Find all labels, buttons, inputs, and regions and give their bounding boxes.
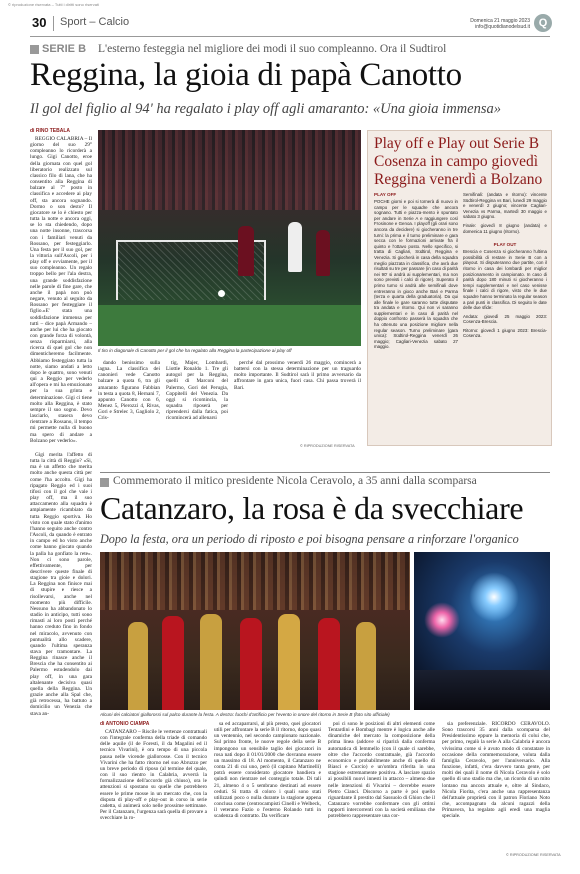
stadium-silhouette <box>414 670 550 710</box>
issue-date: Domenica 21 maggio 2023 <box>470 18 530 24</box>
crowd-stand <box>98 130 361 210</box>
playoff-text: POCHE giorni e poi si tornerà di nuovo in campo per le squadre che ancora sognano. Tutti e piazza-mento è spuntato per andare in Serie A e raggiungere così Frosinone e Genoa. I playoff (gli orari sono ancora da decidere) si giocheranno in tre turni: la prima e il turno preliminare e gara secca con le formazioni arrivate fra il quinto e l'ottavo posto. Nello specifico, si tratta di Cagliari, Südtirol, Reggina e Venezia. Si giocherà in casa della squadra meglio piazzata in classifica, che avrà due risultati su tre per passare (in caso di parità nei 90' si andrà ai supplementari, ma non sono previsti i calci di rigore). Superato il primo turno si andrà alle semifinali dove entreranno in gioco anche Bari e Parma (terza e quarta della graduatoria). Da qui alle finale le gare saranno tutte disputate tra andata e ritorno. Qui non vi saranno supplementari e in caso di parità nel doppio confronto passerà la squadra che ha ottenuto una posizione migliore nella regular season. Turno preliminare (gara unica): Südtirol-Reggina venerdì 26 maggio; Cagliari-Venezia sabato 27 maggio. <box>374 199 458 350</box>
player-figure <box>240 618 262 710</box>
article1-column-4: tig, Majer, Lombardi, Liottie Ronaldo 1. Tre gli autogol per la Reggina, quelli di Marconi del Palermo, Gori del Perugia, Coppitelli del Venezia. Da oggi si ricomincia, la squadra riposerà per riprendersi dalla fatica, poi ricomincerà ad allenarsi <box>166 360 228 422</box>
goal-photo <box>98 130 361 346</box>
kicker-square <box>30 45 39 54</box>
crowd-background <box>100 552 410 610</box>
section-title: Sport – Calcio <box>60 16 130 28</box>
player-figure <box>288 222 302 272</box>
firework-burst <box>469 572 519 622</box>
kicker-square <box>100 478 109 487</box>
article2-subtitle: Dopo la festa, ora un periodo di riposto e poi bisogna pensare a rinforzare l'organico <box>100 532 519 546</box>
article1-byline: di RINO TEBALA <box>30 128 70 134</box>
goal-photo-caption: Il tiro in diagonale di Canotto per il gol che ha regalato alla Reggina la partecipazione ai play off <box>98 348 292 353</box>
article2-title: Catanzaro, la rosa è da svecchiare <box>100 490 524 526</box>
header-rule <box>30 36 550 37</box>
ritorno-text: Ritorno: giovedì 1 giugno 2023: Brescia-Cosenza. <box>463 327 547 339</box>
sidebar-col-right <box>463 192 547 439</box>
article2-kicker: Commemorato il mitico presidente Nicola Ceravolo, a 35 anni dalla scomparsa <box>113 475 477 487</box>
pitch <box>98 305 361 346</box>
header-meta <box>470 18 530 30</box>
team-photo-caption: Alcuni dei calciatori giallorossi sul palco durante la festa. A destra: fuochi d'artificio per l'evento in onore del ritorno in Serie B (foto sito ufficiale) <box>100 712 390 717</box>
article2-column-1: CATANZARO – Riscile le vertenze contrattuali con l'integrale conferma della triade di comando delle aquile (il de Foresti, il da Magalini ed il tecnico Vivarini), è ora tempo di una piccola pausa nelle vicende giallorosse. Con il tecnico Vivarini che ha fatto ritorno nel suo Abruzzo per un breve periodo di riposo (al termine del quale, con il suo rientro in Calabria, avverrà la formalizzazione dell'accordo già chiuso), ora le attenzioni si spostano su quelle che potrebbero essere le prime mosse in un mercato che, con la disputa di play-off e play-out in corso in serie cadetta, si animerà solo nelle prossime settimane. Per il Catanzaro, l'urgenza sarà quella di provare a svecchiare la ro- <box>100 729 207 822</box>
player-figure <box>316 230 330 276</box>
article1-signoff: © RIPRODUZIONE RISERVATA <box>300 444 355 448</box>
ball <box>218 290 225 297</box>
newspaper-logo: Q <box>534 14 552 32</box>
finals-text: Finale: giovedì 8 giugno (andata) e domenica 11 giugno (ritorno). <box>463 222 547 234</box>
article1-column-2: Gigi merita l'affetto di tutta la città di Reggio? «Si, ma è un affetto che merita molto anche questa città per come l'ha accolto. Gigi ha ripagato Reggio ed i suoi tifosi con il gol che vale i play off, ma il suo attaccamento alla squadra è ampiamente ricambiato da tutta Reggio sportiva. Ho visto con quale stato d'animo l'hanno seguito anche contro l'Ascoli, da quando è entrato in campo ed ho visto anche come hanno giocato quando la palla ha gonfiato la rete». Non ci sono parole, effettivamente, per descrivere queste finale di stagione tra gioie e dolori. La Reggina non finisce mai di stupire e riesce a risollevarsi, anche nel momento più difficile. Nessuno ha abbandonato lo stadio in anticipo, tutti sono rimasti ai loro posti perché hanno creduto fino in fondo nel miracolo, avvenuto con puntualità allo scadere, quando l'ultima speranza stava per tramontare. La Reggina rinasce anche il Brescia che ha consentito ai Palermo estudendolo dai play off, in una gara altalenante decisiva quasi quella della Reggina. Un grazie anche alla Spal che, già retrocessa, ha battuto a domicilio un Venezia che stava an- <box>30 452 92 717</box>
article2-top-rule <box>100 472 550 473</box>
article1-kicker-row <box>30 43 550 57</box>
playoff-heading: PLAY OFF <box>374 192 397 197</box>
article2-column-3: poi ci sono le posizioni di altri elementi come Tentardini e Bombagi mentre è logica anche alle dinamiche del mercato la composizione della prima linea (addove si riparirà dalla conferma automatica di Iemmello (con il quale ci sarebbe, oltre che l'accordo contrattuale, già l'accordo economico e probabilmente anche di quello di Biasci e Curcio) e un'ombra riferita in una stagione estremamente positiva. A lasciare spazio ai possibili nuovi innesti in attacco – almeno due nelle intenzioni di Vivarini – dovrebbe essere Pietro Cianci. Discorso a parte è poi quello riguardante il prestito dal Sassuolo di Ghion che il Catanzaro vorrebbe confermare con gli ottimi rapporti intercorrenti con la società emiliana che potrebbero rappresentare una cor- <box>328 721 435 820</box>
team-stage-photo <box>100 552 410 710</box>
article2-column-2: sa ed accaparrarsi, al più presto, quei giocatori utili per affrontare la serie B il ritorno, dopo quasi un ventennio, nel secondo campionato nazionale. Sul primo fronte, le nuove regole della serie B impongono un sensibile taglio dei giocatori in rosa nati dopo il 01/01/2000 che dovranno essere un massimo di 18. Al momento, il Catanzaro ne conta 21 di cui uno, però (il capitano Martinelli) potrà essere considerato giocatore bandiera e quindi non rientrare nel conteggio totale. Di tali 21, almeno 4 o 5 sembrano destinati ad essere ceduti. Si tratta di coloro i quali sono stati utilizzati poco o nulla durante la stagione appena conclusa come (centrocampisti Cinelli e Welbeck, il veterano Fazio o l'esterno Rolando tutti in scadenza di contratto. Da verificare <box>214 721 321 820</box>
copyright-notice: © riproduzione riservata – Tutti i diritti sono riservati <box>8 2 99 7</box>
article2-signoff: © RIPRODUZIONE RISERVATA <box>506 853 561 857</box>
playout-heading: PLAY OUT <box>493 242 517 248</box>
player-figure <box>200 614 222 710</box>
header-divider <box>53 16 54 31</box>
article1-subtitle: Il gol del figlio al 94' ha regalato i play off agli amaranto: «Una gioia immensa» <box>30 101 501 117</box>
player-figure <box>128 622 148 710</box>
article1-column-5: perché dal prossimo venerdì 26 maggio, comincerà a battersi con la stessa determinazione per un traguardo molto importante. Il Sudtirol sarà il primo avversario da affrontare in gara unica, fuori casa. Chi passa troverà il Bari. <box>234 360 361 391</box>
firework-burst <box>424 602 460 638</box>
sidebar-title: Play off e Play out Serie B Cosenza in campo giovedì Reggina venerdì a Bolzano <box>374 135 543 188</box>
article1-title: Reggina, la gioia di papà Canotto <box>30 57 462 93</box>
semifinals-text: Semifinali: (andata e ritorno): vincente Südtirol-Reggina vs Bari, lunedì 29 maggio e venerdì 2 giugno; vincente Cagliari-Venezia vs Parma, martedì 30 maggio e sabato 3 giugno. <box>463 192 547 220</box>
page-number: 30 <box>32 15 47 30</box>
article1-column-1: REGGIO CALABRIA – Il giorno del suo 29° compleanno lo ricorderà a lungo. Gigi Canotto, eroe della giornata con quel gol liberatorio realizzato sul classico filo di lana, che ha consentito alla Reggina di balzare al 7° posto in classifica e accedere ai play off, sta ancora sognando. Dormo o son desto? Il giocatore se lo è chiesto per tutta la notte e ancora oggi, se lo sta chiedendo, dopo una notte insonne, trascorsa con i familiari venuti da Rossano, per festeggiarlo. Una festa per il suo gol, per la vittoria sull'Ascoli, per i play off e ovviamente, per il suo compleanno. Un regalo troppo bello per l'ala destra, una grande soddisfazione nelle parole di fine gare, che anche il papà non può negare, venuto al seguito da Rossano per festeggiare il figlio.«E' stata una soddisfazione immensa per tutti – dice papà Armando – anche per lui che ha giocato con grande forza di volontà, senza risparmiarsi, alla ricerca di quel gol che non dimenticheremo facilmente. Abbiamo festeggiato tutta la notte, siamo andati a letto dopo le quattro, sono venuti qui a Reggio per vederlo all'opera e mi ha emozionato per la sua grinta e determinazione. Gigi ci tiene molto alla Reggina, è stato sempre il suo sogno. Devo lasciarlo, stasera devo rientrare a Rossano, il tempo mi permette nulla di buono ma spero di andare a Bolzano per vederlo». <box>30 136 92 444</box>
player-figure <box>356 622 376 710</box>
page-header <box>0 11 580 39</box>
player-figure <box>162 616 184 710</box>
player-figure <box>238 226 254 276</box>
contact-email: info@quotidianodelsud.it <box>475 24 530 30</box>
article1-column-3: dando benissimo sulla lagna. La classifica dei canonieri vede Canotto balzare a quota 6, tra gli amaranto figurano Fabbian in testa a quota 8, Hernani 7, appunto Canotto con 6, Menez 5, Pierozzi 4, Rivas, Gori e Strelec 3, Gagliolo 2, Cris- <box>98 360 160 422</box>
playout-text: Brescia e Cosenza si giocheranno l'ultima possibilità di restare in Serie B con a playout. Si disputeranno due partite, con il ritorno in casa dei lombardi per miglior posizionamento in campionato. In caso di parità dopo 180 minuti si giocheranno i tempi supplementari e nel caso venisse finale i calci di rigore, visto che le due squadre hanno terminato la regular season a pari punti in classifica. Di seguito le date delle due sfide: <box>463 249 547 311</box>
player-figure <box>278 614 300 710</box>
article2-byline: di ANTONIO CIAMPA <box>100 721 150 727</box>
article2-column-4: sia preferenziale. RICORDO CERAVOLO. Sono trascorsi 35 anni dalla scomparsa del Presidentissimo eppure la memoria di colui che, per primo, regalò la serie A alla Calabria è ancora vivissima come si è avuto modo di constatare in occasione della commemorazione, voluta dalla famiglia Ceravolo, per l'anniversario. Alla funzione, infatti, c'era davvero tanta gente, per molti dei quali il nome di Nicola Ceravolo è solo quello di uno stadio ma che, un ricordo di un mito lontano ma ancora attuale e, oltre al Sindaco, Nicola Fiorita, c'era anche una rappresentanza dell'attuale proprietà con il patron Floriano Noto che, accompagnato da alcuni ragazzi della Primavera, ha regalato agli eredi una maglia speciale. <box>442 721 550 820</box>
player-figure <box>318 618 340 710</box>
andata-text: Andata: giovedì 25 maggio 2023: Cosenza-Brescia. <box>463 313 547 325</box>
sidebar-col-left <box>374 192 458 439</box>
kicker-text: L'esterno festeggia nel migliore dei modi il suo compleanno. Ora il Sudtirol <box>98 43 447 55</box>
playoff-sidebar <box>367 130 552 446</box>
fireworks-photo <box>414 552 550 710</box>
kicker-tag: SERIE B <box>42 43 87 55</box>
